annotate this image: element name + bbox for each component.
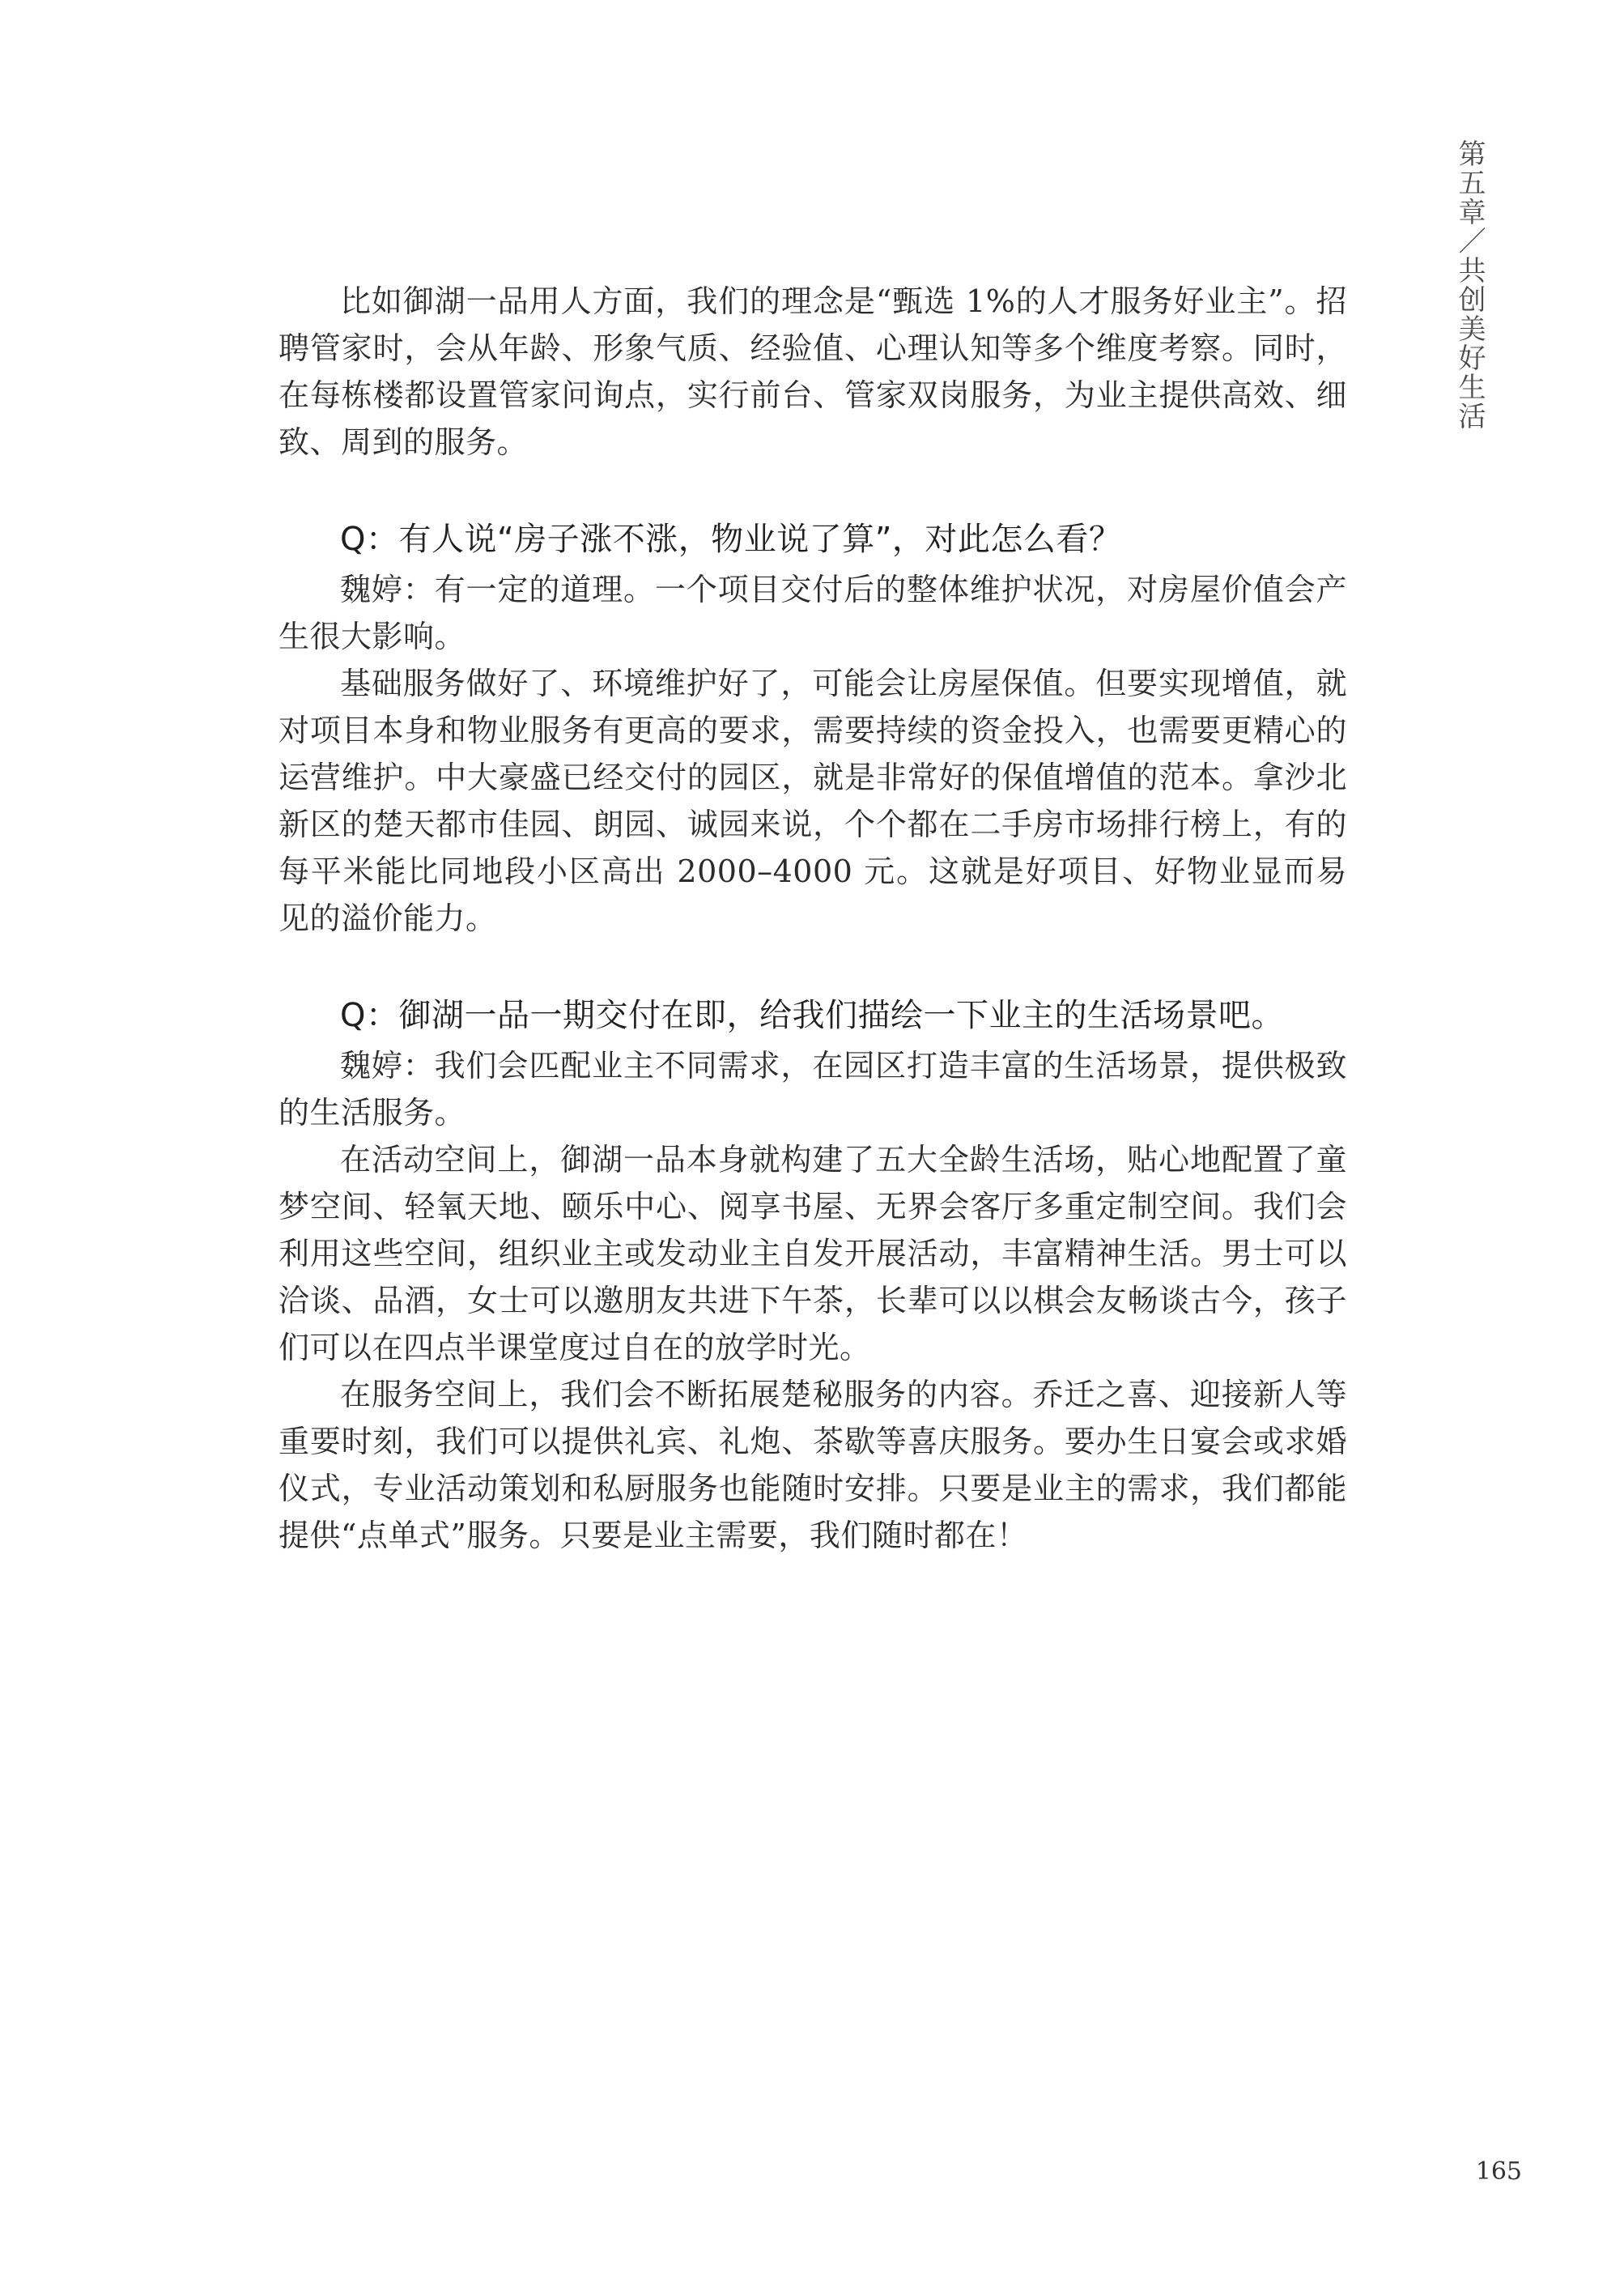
section-spacer [278, 942, 1347, 989]
answer-living-scenes: 魏婷：我们会匹配业主不同需求，在园区打造丰富的生活场景，提供极致的生活服务。 [278, 1048, 1347, 1130]
paragraph-service-spaces: 在服务空间上，我们会不断拓展楚秘服务的内容。乔迁之喜、迎接新人等重要时刻，我们可以提供礼宾、礼炮、茶歇等喜庆服务。要办生日宴会或求婚仪式，专业活动策划和私厨服务也能随时安排。只要是业主的需求，我们都能提供“点单式”服务。只要是业主需要，我们随时都在！ [278, 1377, 1347, 1553]
paragraph-value-preservation: 基础服务做好了、环境维护好了，可能会让房屋保值。但要实现增值，就对项目本身和物业服务有更高的要求，需要持续的资金投入，也需要更精心的运营维护。中大豪盛已经交付的园区，就是非常好的保值增值的范本。拿沙北新区的楚天都市佳园、朗园、诚园来说，个个都在二手房市场排行榜上，有的每平米能比同地段小区高出 2000–4000 元。这就是好项目、好物业显而易见的溢价能力。 [278, 666, 1347, 936]
question-property-value: Q：有人说“房子涨不涨，物业说了算”，对此怎么看？ [340, 521, 1122, 558]
paragraph-staffing: 比如御湖一品用人方面，我们的理念是“甄选 1%的人才服务好业主”。招聘管家时，会从年龄、形象气质、经验值、心理认知等多个维度考察。同时，在每栋楼都设置管家问询点，实行前台、管家双岗服务，为业主提供高效、细致、周到的服务。 [278, 283, 1347, 460]
page-number: 165 [1475, 2157, 1522, 2186]
paragraph-activity-spaces: 在活动空间上，御湖一品本身就构建了五大全龄生活场，贴心地配置了童梦空间、轻氧天地、颐乐中心、阅享书屋、无界会客厅多重定制空间。我们会利用这些空间，组织业主或发动业主自发开展活动，丰富精神生活。男士可以洽谈、品酒，女士可以邀朋友共进下午茶，长辈可以以棋会友畅谈古今，孩子们可以在四点半课堂度过自在的放学时光。 [278, 1142, 1347, 1365]
body-text [278, 278, 1347, 1559]
question-living-scenes: Q：御湖一品一期交付在即，给我们描绘一下业主的生活场景吧。 [340, 997, 1284, 1034]
section-spacer [278, 466, 1347, 513]
answer-property-value: 魏婷：有一定的道理。一个项目交付后的整体维护状况，对房屋价值会产生很大影响。 [278, 572, 1347, 654]
chapter-running-title: 第五章／共创美好生活 [1453, 139, 1486, 431]
